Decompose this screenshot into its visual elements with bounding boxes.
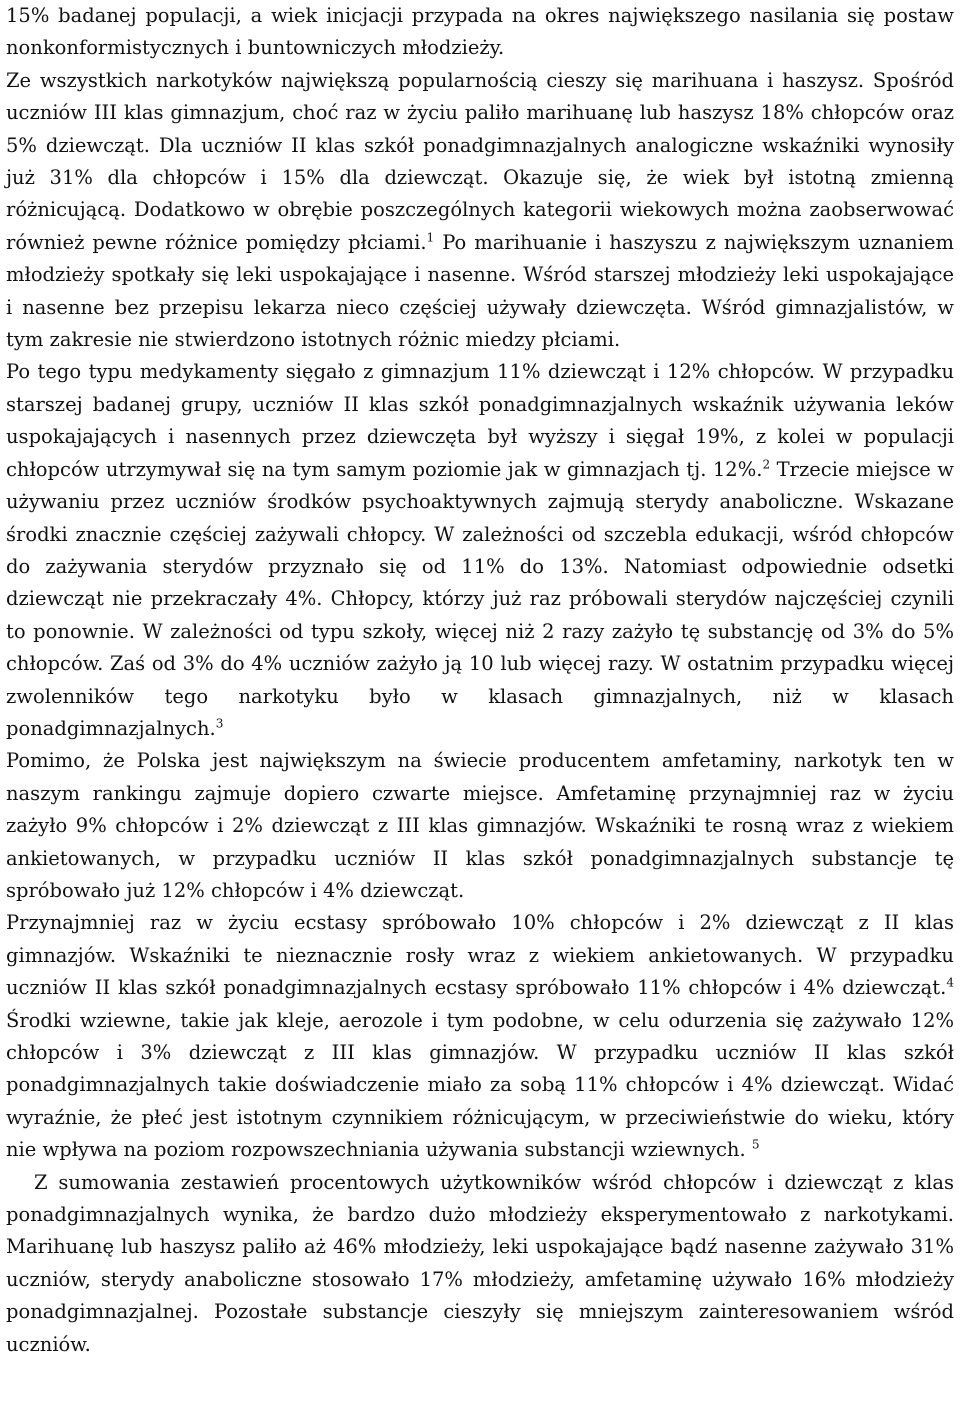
paragraph bbox=[6, 356, 954, 745]
paragraph-text: Ze wszystkich narkotyków największą popularnością cieszy się marihuana i haszysz. Spośród uczniów III klas gimnazjum, choć raz w życiu paliło marihuanę lub haszysz 18% chłopców oraz 5% dziewcząt. Dla uczniów II klas szkół ponadgimnazjalnych analogiczne wskaźniki wynosiły już 31% dla chłopców i 15% dla dziewcząt. Okazuje się, że wiek był istotną zmienną różnicującą. Dodatkowo w obrębie poszczególnych kategorii wiekowych można zaobserwować również pewne różnice pomiędzy płciami. bbox=[6, 68, 954, 254]
footnote-reference: 1 bbox=[426, 230, 435, 245]
paragraph bbox=[6, 745, 954, 907]
paragraph-text: Środki wziewne, takie jak kleje, aerozole i tym podobne, w celu odurzenia się zażywało 12% chłopców i 3% dziewcząt z III klas gimnazjów. W przypadku uczniów II klas szkół ponadgimnazjalnych takie doświadczenie miało za sobą 11% chłopców i 4% dziewcząt. Widać wyraźnie, że płeć jest istotnym czynnikiem różnicującym, w przeciwieństwie do wieku, który nie wpływa na poziom rozpowszechniania używania substancji wziewnych. bbox=[6, 1008, 954, 1162]
paragraph-text: Pomimo, że Polska jest największym na świecie producentem amfetaminy, narkotyk ten w naszym rankingu zajmuje dopiero czwarte miejsce. Amfetaminę przynajmniej raz w życiu zażyło 9% chłopców i 2% dziewcząt z III klas gimnazjów. Wskaźniki te rosną wraz z wiekiem ankietowanych, w przypadku uczniów II klas szkół ponadgimnazjalnych substancje tę spróbowało już 12% chłopców i 4% dziewcząt. bbox=[6, 749, 954, 902]
paragraph-text: Po tego typu medykamenty sięgało z gimnazjum 11% dziewcząt i 12% chłopców. W przypadku starszej badanej grupy, uczniów II klas szkół ponadgimnazjalnych wskaźnik używania leków uspokajających i nasennych przez dziewczęta był wyższy i sięgał 19%, z kolei w populacji chłopców utrzymywał się na tym samym poziomie jak w gimnazjach tj. 12%. bbox=[6, 360, 954, 481]
paragraph-text: Trzecie miejsce w używaniu przez uczniów środków psychoaktywnych zajmują sterydy anaboliczne. Wskazane środki znacznie częściej zażywali chłopcy. W zależności od szczebla edukacji, wśród chłopców do zażywania sterydów przyznało się od 11% do 13%. Natomiast odpowiednie odsetki dziewcząt nie przekraczały 4%. Chłopcy, którzy już raz próbowali sterydów najczęściej czynili to ponownie. W zależności od typu szkoły, więcej niż 2 razy zażyło tę substancję od 3% do 5% chłopców. Zaś od 3% do 4% uczniów zażyło ją 10 lub więcej razy. W ostatnim przypadku więcej zwolenników tego narkotyku było w klasach gimnazjalnych, niż w klasach ponadgimnazjalnych. bbox=[6, 457, 954, 740]
paragraph-text: Z sumowania zestawień procentowych użytkowników wśród chłopców i dziewcząt z klas ponadgimnazjalnych wynika, że bardzo dużo młodzieży eksperymentowało z narkotykami. Marihuanę lub haszysz paliło aż 46% młodzieży, leki uspokajające bądź nasenne zażywało 31% uczniów, sterydy anaboliczne stosowało 17% młodzieży, amfetaminę używało 16% młodzieży ponadgimnazjalnej. Pozostałe substancje cieszyły się mniejszym zainteresowaniem wśród uczniów. bbox=[6, 1170, 954, 1356]
paragraph-text: Po marihuanie i haszyszu z największym uznaniem młodzieży spotkały się leki uspokajające i nasenne. Wśród starszej młodzieży leki uspokajające i nasenne bez przepisu lekarza nieco częściej używały dziewczęta. Wśród gimnazjalistów, w tym zakresie nie stwierdzono istotnych różnic miedzy płciami. bbox=[6, 230, 954, 352]
paragraph bbox=[6, 0, 954, 65]
footnote-reference: 5 bbox=[751, 1137, 760, 1152]
footnote-reference: 4 bbox=[946, 975, 954, 990]
paragraph bbox=[6, 65, 954, 357]
paragraph-text: Przynajmniej raz w życiu ecstasy spróbowało 10% chłopców i 2% dziewcząt z II klas gimnazjów. Wskaźniki te nieznacznie rosły wraz z wiekiem ankietowanych. W przypadku uczniów II klas szkół ponadgimnazjalnych ecstasy spróbowało 11% chłopców i 4% dziewcząt. bbox=[6, 911, 954, 1000]
footnote-reference: 3 bbox=[215, 716, 224, 731]
paragraph-text: 15% badanej populacji, a wiek inicjacji przypada na okres największego nasilania się postaw nonkonformistycznych i buntowniczych młodzieży. bbox=[6, 4, 954, 60]
footnote-reference: 2 bbox=[762, 457, 771, 472]
paragraph bbox=[6, 1167, 954, 1361]
paragraph bbox=[6, 907, 954, 1166]
